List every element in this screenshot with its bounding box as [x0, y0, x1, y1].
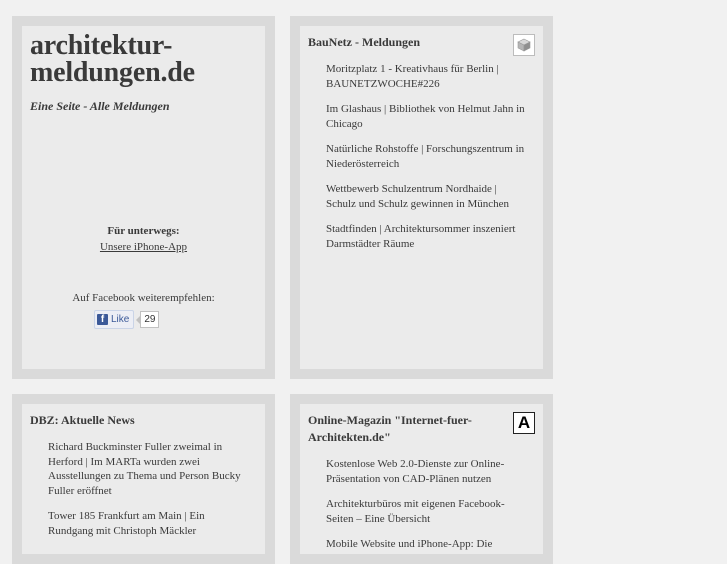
news-item[interactable]: Im Glashaus | Bibliothek von Helmut Jahn in Chicago [326, 103, 525, 130]
dbz-news-list [48, 440, 251, 549]
ifa-frame [290, 394, 553, 564]
facebook-like-button[interactable] [94, 310, 134, 329]
like-label: Like [111, 314, 130, 325]
ifa-title[interactable]: Online-Magazin "Internet-fuer-Architekten.de" [308, 413, 472, 444]
dbz-frame [12, 394, 275, 564]
like-count: 29 [140, 311, 159, 328]
ifa-news-list [326, 457, 529, 554]
site-title[interactable] [30, 32, 195, 86]
site-title-line2: meldungen.de [30, 57, 195, 88]
news-item[interactable]: Mobile Website und iPhone-App: Die [326, 538, 493, 550]
iphone-app-link[interactable]: Unsere iPhone-App [99, 241, 188, 253]
facebook-icon: f [97, 314, 108, 325]
ifa-panel [300, 404, 543, 554]
baunetz-title[interactable]: BauNetz - Meldungen [308, 35, 420, 49]
news-item[interactable]: Stadtfinden | Architektursommer inszeniert Darmstädter Räume [326, 223, 516, 250]
news-item[interactable]: Richard Buckminster Fuller zweimal in Herford | Im MARTa wurden zwei Ausstellungen zu Thema und Person Bucky Fuller eröffnet [48, 441, 241, 497]
mobile-label: Für unterwegs: [107, 225, 180, 237]
baunetz-panel [300, 26, 543, 369]
site-tagline: Eine Seite - Alle Meldungen [30, 99, 170, 113]
ifa-logo-icon[interactable] [513, 412, 535, 434]
dbz-panel [22, 404, 265, 554]
site-title-line1: architektur- [30, 30, 173, 61]
baunetz-cube-icon[interactable] [513, 34, 535, 56]
facebook-recommend-label: Auf Facebook weiterempfehlen: [72, 292, 215, 304]
dbz-title[interactable]: DBZ: Aktuelle News [30, 413, 135, 427]
facebook-like-widget [94, 310, 159, 329]
site-info-frame [12, 16, 275, 379]
news-item[interactable]: Natürliche Rohstoffe | Forschungszentrum in Niederösterreich [326, 143, 525, 170]
baunetz-news-list [326, 62, 529, 262]
ifa-logo-letter: A [517, 413, 531, 432]
news-item[interactable]: Architekturbüros mit eigenen Facebook-Seiten – Eine Übersicht [326, 498, 505, 525]
news-item[interactable]: Moritzplatz 1 - Kreativhaus für Berlin | BAUNETZWOCHE#226 [326, 63, 499, 90]
baunetz-frame [290, 16, 553, 379]
news-item[interactable]: Kostenlose Web 2.0-Dienste zur Online-Präsentation von CAD-Plänen nutzen [326, 458, 505, 485]
site-info-panel [22, 26, 265, 369]
news-item[interactable]: Wettbewerb Schulzentrum Nordhaide | Schulz und Schulz gewinnen in München [326, 183, 509, 210]
news-item[interactable]: Tower 185 Frankfurt am Main | Ein Rundgang mit Christoph Mäckler [48, 510, 205, 537]
